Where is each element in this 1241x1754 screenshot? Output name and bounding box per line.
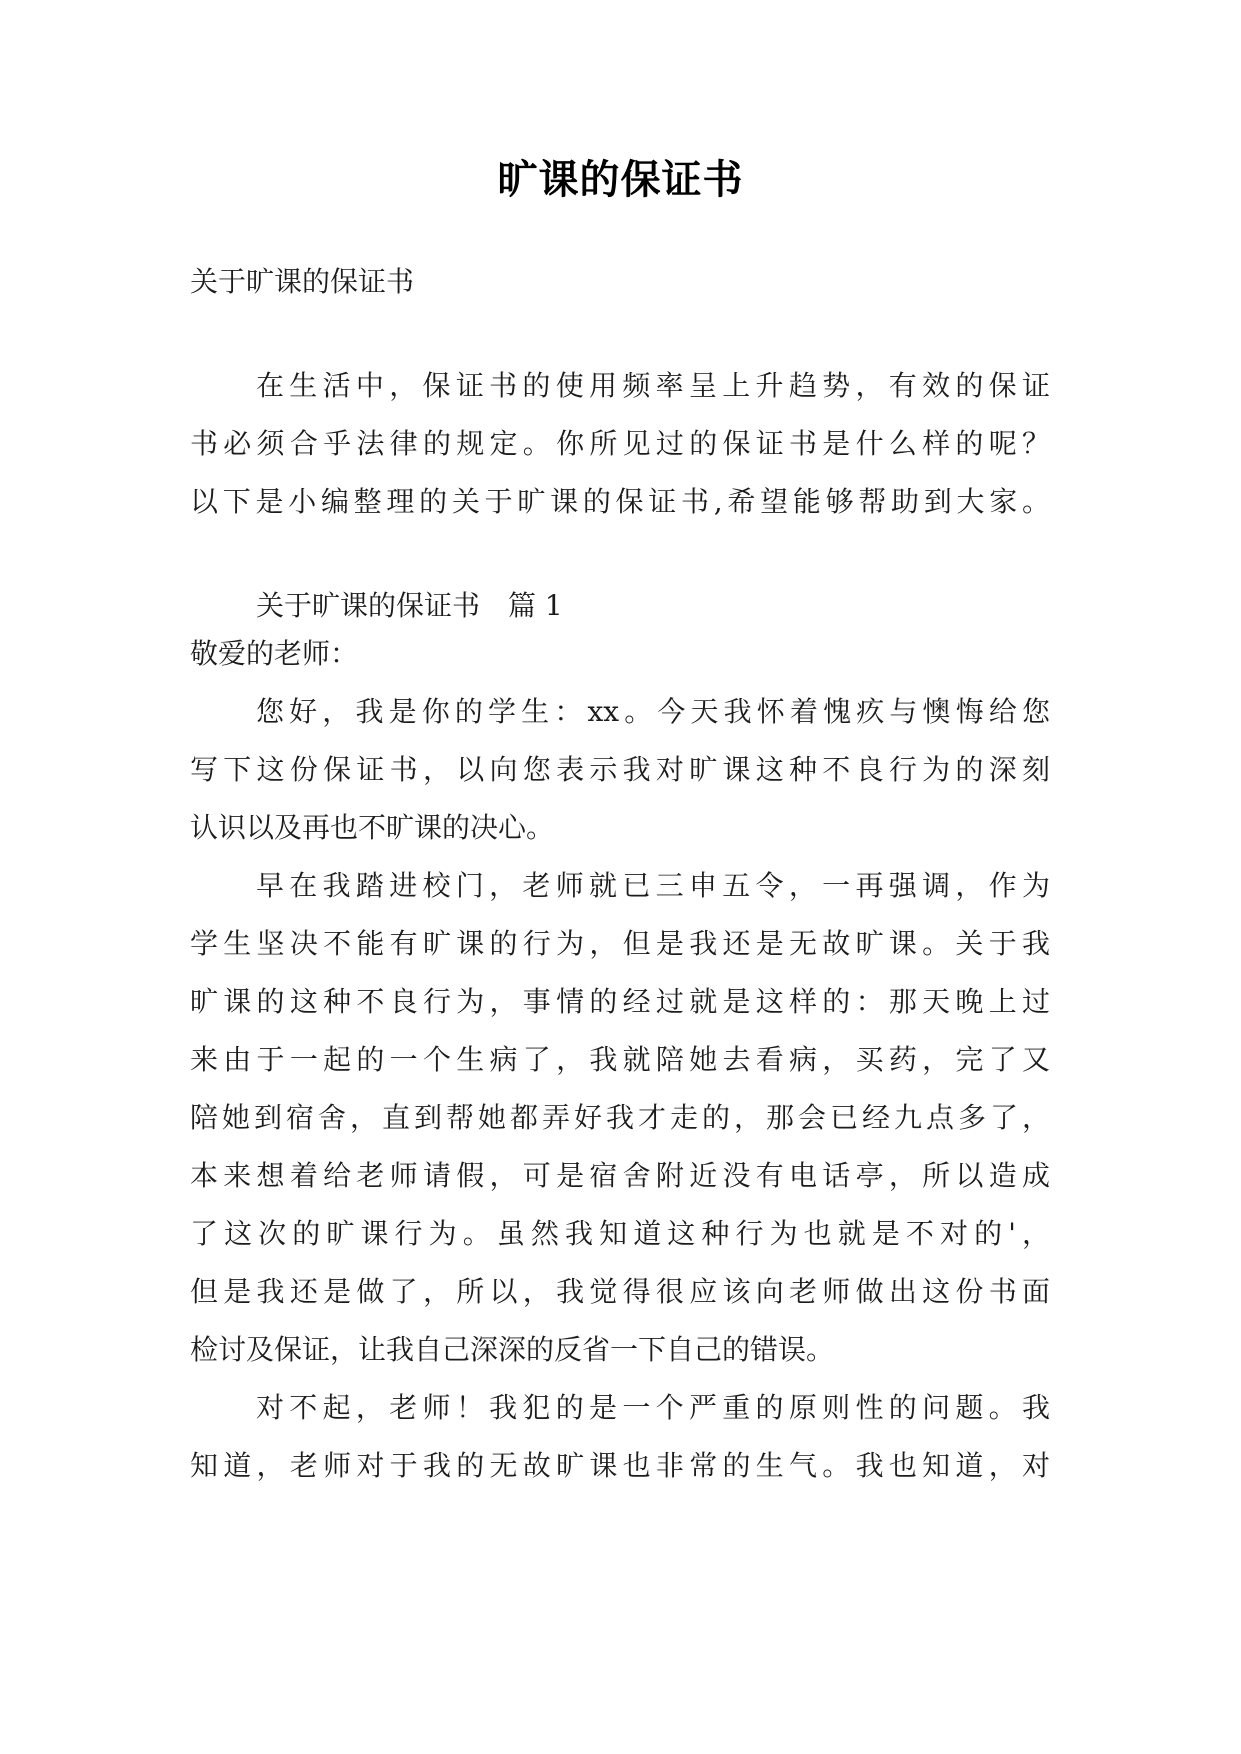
paragraph-line: 检讨及保证，让我自己深深的反省一下自己的错误。 <box>190 1333 835 1366</box>
paragraph-line: 旷课的这种不良行为，事情的经过就是这样的：那天晚上过 <box>190 985 1050 1018</box>
intro-line: 书必须合乎法律的规定。你所见过的保证书是什么样的呢？ <box>190 427 1050 460</box>
intro-line: 在生活中，保证书的使用频率呈上升趋势，有效的保证 <box>256 369 1050 402</box>
paragraph-line: 了这次的旷课行为。虽然我知道这种行为也就是不对的'， <box>190 1217 1050 1250</box>
intro-line: 以下是小编整理的关于旷课的保证书,希望能够帮助到大家。 <box>190 485 1050 518</box>
paragraph-line: 写下这份保证书，以向您表示我对旷课这种不良行为的深刻 <box>190 753 1050 786</box>
section-heading: 关于旷课的保证书 篇 1 <box>256 589 563 622</box>
paragraph-line: 但是我还是做了，所以，我觉得很应该向老师做出这份书面 <box>190 1275 1050 1308</box>
paragraph-line: 本来想着给老师请假，可是宿舍附近没有电话亭，所以造成 <box>190 1159 1050 1192</box>
paragraph-line: 对不起，老师！我犯的是一个严重的原则性的问题。我 <box>256 1391 1050 1424</box>
paragraph-line: 学生坚决不能有旷课的行为，但是我还是无故旷课。关于我 <box>190 927 1050 960</box>
paragraph-line: 您好，我是你的学生：xx。今天我怀着愧疚与懊悔给您 <box>256 695 1050 728</box>
paragraph-line: 知道，老师对于我的无故旷课也非常的生气。我也知道，对 <box>190 1449 1050 1482</box>
paragraph-line: 陪她到宿舍，直到帮她都弄好我才走的，那会已经九点多了， <box>190 1101 1050 1134</box>
paragraph-line: 来由于一起的一个生病了，我就陪她去看病，买药，完了又 <box>190 1043 1050 1076</box>
salutation: 敬爱的老师： <box>190 637 359 670</box>
paragraph-line: 认识以及再也不旷课的决心。 <box>190 811 555 844</box>
document-title: 旷课的保证书 <box>497 157 744 203</box>
paragraph-line: 早在我踏进校门，老师就已三申五令，一再强调，作为 <box>256 869 1050 902</box>
document-subtitle: 关于旷课的保证书 <box>190 265 415 298</box>
